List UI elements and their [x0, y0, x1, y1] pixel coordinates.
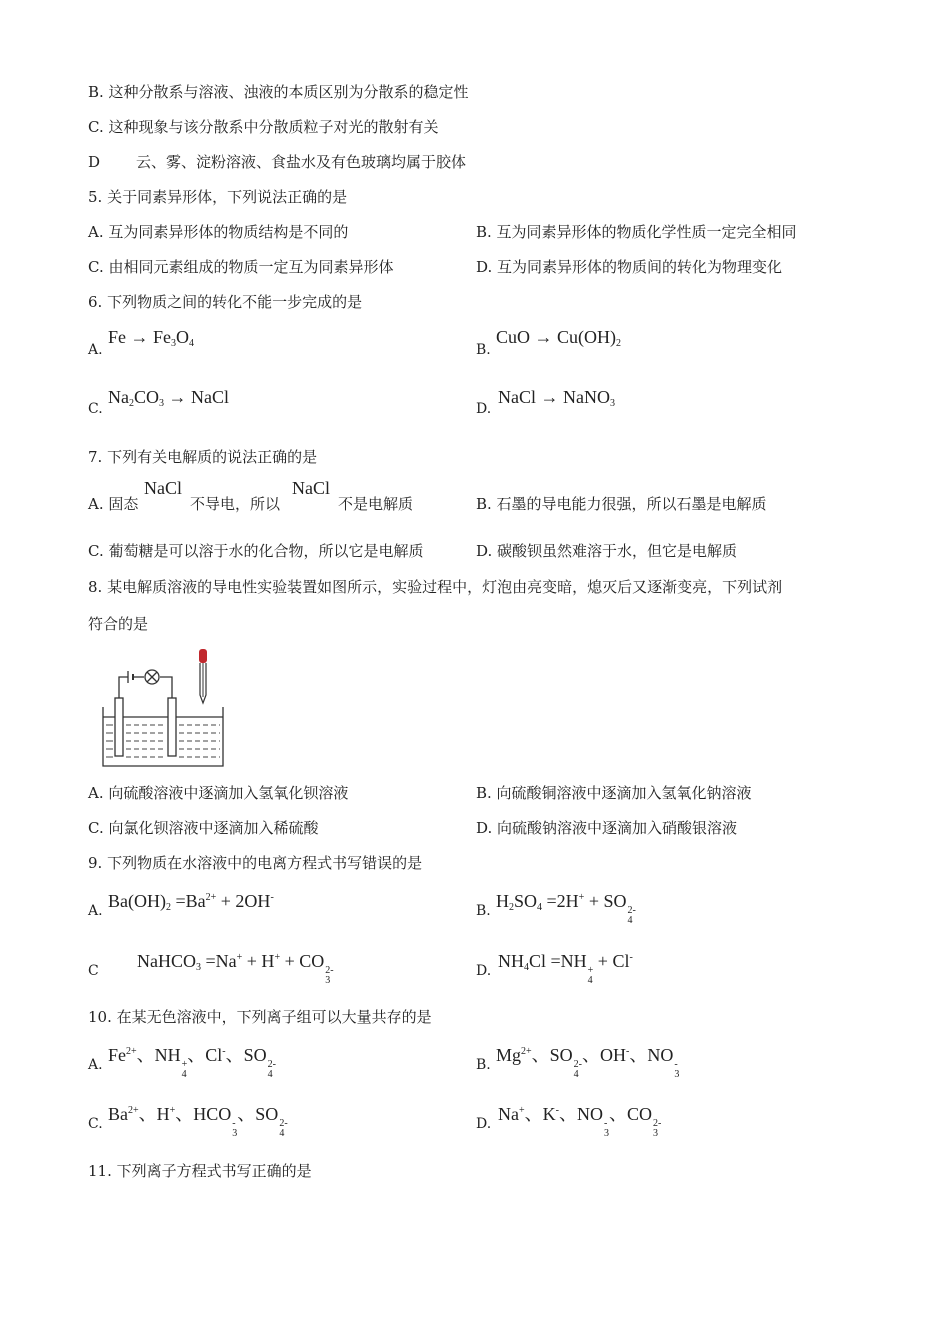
q7-option-a-part2: 不导电，所以 [190, 495, 281, 513]
q8-option-a: A. 向硫酸溶液中逐滴加入氢氧化钡溶液 [88, 784, 349, 802]
q7-option-d: D. 碳酸钡虽然难溶于水，但它是电解质 [476, 542, 738, 560]
q9-label-b: B. [476, 903, 491, 919]
conductivity-apparatus-figure [98, 645, 230, 770]
q10-ions-c: $Ba^{2+}$、H+、HCO - 3 、SO 2- 4 [108, 1104, 288, 1139]
q6-formula-c: $Na_2CO_3$ → NaCl [108, 387, 230, 409]
q9-stem: 9. 下列物质在水溶液中的电离方程式书写错误的是 [88, 854, 423, 872]
q6-formula-d: NaCl → NaNO$_3$ [498, 387, 615, 409]
q7-option-a-part3: 不是电解质 [338, 495, 414, 513]
q6-label-a: A. [88, 342, 103, 358]
q8-stem-line2: 符合的是 [88, 615, 149, 633]
q10-ions-b: $Mg^{2+}$、SO 2- 4 、OH-、NO - 3 [496, 1045, 680, 1080]
q10-label-a: A. [88, 1057, 103, 1073]
q7-option-a-nacl-2: NaCl [292, 478, 330, 498]
q4-option-d-text: 云、雾、淀粉溶液、食盐水及有色玻璃均属于胶体 [136, 153, 467, 171]
q6-stem: 6. 下列物质之间的转化不能一步完成的是 [88, 293, 363, 311]
q8-option-d: D. 向硫酸钠溶液中逐滴加入硝酸银溶液 [476, 819, 738, 837]
q9-label-a: A. [88, 903, 103, 919]
q10-label-d: D. [476, 1116, 492, 1132]
q6-label-d: D. [476, 401, 492, 417]
q10-ions-a: $Fe^{2+}$、NH + 4 、Cl-、SO 2- 4 [108, 1045, 276, 1080]
q5-option-c: C. 由相同元素组成的物质一定互为同素异形体 [88, 258, 394, 276]
q8-option-b: B. 向硫酸铜溶液中逐滴加入氢氧化钠溶液 [476, 784, 752, 802]
q8-option-c: C. 向氯化钡溶液中逐滴加入稀硫酸 [88, 819, 319, 837]
q6-label-c: C. [88, 401, 103, 417]
q7-option-c: C. 葡萄糖是可以溶于水的化合物，所以它是电解质 [88, 542, 424, 560]
q11-stem: 11. 下列离子方程式书写正确的是 [88, 1162, 312, 1180]
q9-label-c: C [88, 963, 99, 979]
q5-option-b: B. 互为同素异形体的物质化学性质一定完全相同 [476, 223, 797, 241]
q5-option-d: D. 互为同素异形体的物质间的转化为物理变化 [476, 258, 783, 276]
q7-option-b: B. 石墨的导电能力很强，所以石墨是电解质 [476, 495, 767, 513]
q4-option-d-label: D [88, 153, 101, 171]
q9-label-d: D. [476, 963, 492, 979]
q7-option-a-nacl-1: NaCl [144, 478, 182, 498]
q5-stem: 5. 关于同素异形体，下列说法正确的是 [88, 188, 348, 206]
q10-stem: 10. 在某无色溶液中，下列离子组可以大量共存的是 [88, 1008, 432, 1026]
q9-equation-c: NaHCO$_3$ =Na+ + H+ + CO 2- 3 [137, 951, 334, 986]
q7-stem: 7. 下列有关电解质的说法正确的是 [88, 448, 318, 466]
q9-equation-d: $NH_4Cl =NH$ + 4 + Cl- [498, 951, 633, 986]
q4-option-c: C. 这种现象与该分散系中分散质粒子对光的散射有关 [88, 118, 439, 136]
q10-label-c: C. [88, 1116, 103, 1132]
q5-option-a: A. 互为同素异形体的物质结构是不同的 [88, 223, 349, 241]
q8-stem-line1: 8. 某电解质溶液的导电性实验装置如图所示，实验过程中，灯泡由亮变暗，熄灭后又逐渐变亮，下列试剂 [88, 578, 783, 596]
q6-label-b: B. [476, 342, 491, 358]
q10-ions-d: Na+、K-、NO - 3 、CO 2- 3 [498, 1104, 662, 1139]
q10-label-b: B. [476, 1057, 491, 1073]
q6-formula-b: CuO → $Cu(OH)_2$ [496, 327, 621, 349]
q9-equation-a: $Ba(OH)_2 =Ba^{2+} + 2OH^-$ [108, 891, 274, 913]
q6-formula-a: $Fe \to Fe_3O_4$ [108, 327, 194, 349]
q4-option-b: B. 这种分散系与溶液、浊液的本质区别为分散系的稳定性 [88, 83, 469, 101]
q7-option-a-part1: A. 固态 [88, 495, 139, 513]
q9-equation-b: $H_2SO_4 =2H^+$ + SO 2- 4 [496, 891, 636, 926]
